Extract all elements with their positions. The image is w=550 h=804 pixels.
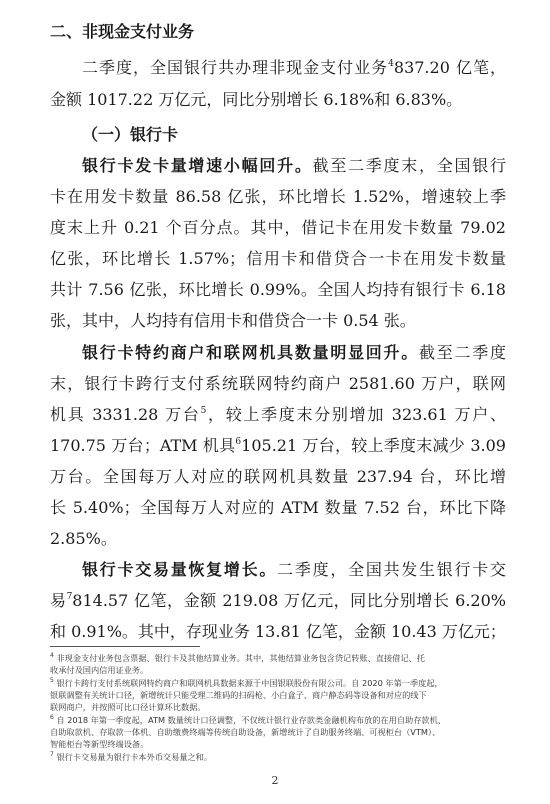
subsection-heading: （一）银行卡 (82, 125, 179, 144)
para2-line-4 (50, 434, 506, 458)
footnote-4-line-2: 收承付及国内信用证业务。 (50, 665, 149, 675)
footnote-5-number: 5 (50, 677, 54, 684)
para1-line-6: 张，其中，人均持有信用卡和借贷合一卡 0.54 张。 (50, 311, 416, 330)
para2-l3-b: ，较上季度末分别增加 323.61 万户、 (206, 405, 506, 424)
footnote-5-line-3: 联网商户，并按照可比口径计算环比数据。 (50, 702, 206, 712)
para3-lead: 银行卡交易量恢复增长。 (82, 560, 278, 579)
para1-text: 截至二季度末，全国银行 (312, 156, 506, 175)
footnote-6-line-1 (50, 714, 500, 726)
para3-text: 二季度，全国共发生银行卡交 (277, 560, 506, 579)
para1-lead: 银行卡发卡量增速小幅回升。 (82, 156, 313, 175)
para2-text: 截至二季度 (419, 343, 506, 362)
para2-l4-b: 105.21 万台，较上季度末减少 3.09 (241, 436, 506, 455)
para2-line-7: 2.85%。 (50, 529, 117, 548)
footnote-6-line-2: 自助取款机、存取款一体机、自助缴费终端等传统自助设备，新增统计了自助服务终端、可视柜台（VTM）、 (50, 727, 441, 737)
para2-line-6: 长 5.40%；全国每万人对应的 ATM 数量 7.52 台，环比下降 (50, 498, 506, 517)
footnote-6-number: 6 (50, 714, 54, 721)
section-heading: 二、非现金支付业务 (50, 22, 195, 41)
para2-line-2: 末，银行卡跨行支付系统联网特约商户 2581.60 万户，联网 (50, 374, 506, 393)
para1-line-4: 亿张，环比增长 1.57%；信用卡和借贷合一卡在用发卡数量 (50, 249, 506, 268)
footnote-divider (50, 646, 200, 647)
para1-line-2: 卡在用发卡数量 86.58 亿张，环比增长 1.52%，增速较上季 (50, 187, 506, 206)
footnote-4-line-1 (50, 652, 500, 664)
footnote-7-number: 7 (50, 751, 54, 758)
intro-line-2: 金额 1017.22 万亿元，同比分别增长 6.18%和 6.83%。 (50, 90, 463, 109)
para3-l2-b: 814.57 亿笔，金额 219.08 万亿元，同比分别增长 6.20% (72, 591, 506, 610)
para3-line-1 (82, 558, 506, 582)
footnote-4-number: 4 (50, 652, 54, 659)
footnote-5-line-1 (50, 677, 500, 689)
footnote-7-text-1: 银行卡交易量为银行卡本外币交易量之和。 (56, 752, 213, 762)
para1-line-5: 共计 7.56 亿张，环比增长 0.99%。全国人均持有银行卡 6.18 (50, 280, 506, 299)
footnote-ref-6: 6 (235, 437, 242, 447)
para3-l2-a: 易 (50, 591, 67, 610)
footnote-ref-5: 5 (200, 406, 207, 416)
para1-line-3: 度末上升 0.21 个百分点。其中，借记卡在用发卡数量 79.02 (50, 218, 506, 237)
footnote-5-text-1: 银行卡跨行支付系统联网特约商户和联网机具数据来源于中国银联股份有限公司。自 2020 年第一季度起， (56, 678, 443, 688)
intro-text-a: 二季度，全国银行共办理非现金支付业务 (82, 58, 389, 77)
para2-line-5: 万台。全国每万人对应的联网机具数量 237.94 台，环比增 (50, 467, 506, 486)
footnote-ref-7: 7 (66, 592, 73, 602)
footnote-6-line-3: 智能柜台等新型终端设备。 (50, 739, 149, 749)
para1-line-1 (82, 154, 506, 178)
para3-line-3: 和 0.91%。其中，存现业务 13.81 亿笔，金额 10.43 万亿元； (50, 622, 506, 641)
footnote-7-line-1 (50, 751, 500, 763)
footnote-5-line-2: 银联调整有关统计口径，新增统计只能受理二维码的扫码枪、小白盒子、商户静态码等设备和对应的线下 (50, 690, 427, 700)
para2-lead: 银行卡特约商户和联网机具数量明显回升。 (82, 343, 420, 362)
intro-line-1 (82, 56, 506, 80)
para2-l4-a: 170.75 万台；ATM 机具 (50, 436, 236, 455)
para3-line-2 (50, 589, 506, 613)
footnote-4-text-1: 非现金支付业务包含票据、银行卡及其他结算业务。其中，其他结算业务包含贷记转账、直接借记、托 (56, 653, 425, 663)
footnote-6-text-1: 自 2018 年第一季度起，ATM 数量统计口径调整，不仅统计银行业存款类金融机构布放的在用自助存款机、 (56, 715, 446, 725)
para2-line-1 (82, 341, 506, 365)
intro-text-b: 837.20 亿笔， (393, 58, 506, 77)
para2-l3-a: 机具 3331.28 万台 (50, 405, 201, 424)
page-number: 2 (271, 774, 279, 787)
para2-line-3 (50, 403, 506, 427)
footnote-ref-4: 4 (388, 59, 394, 69)
